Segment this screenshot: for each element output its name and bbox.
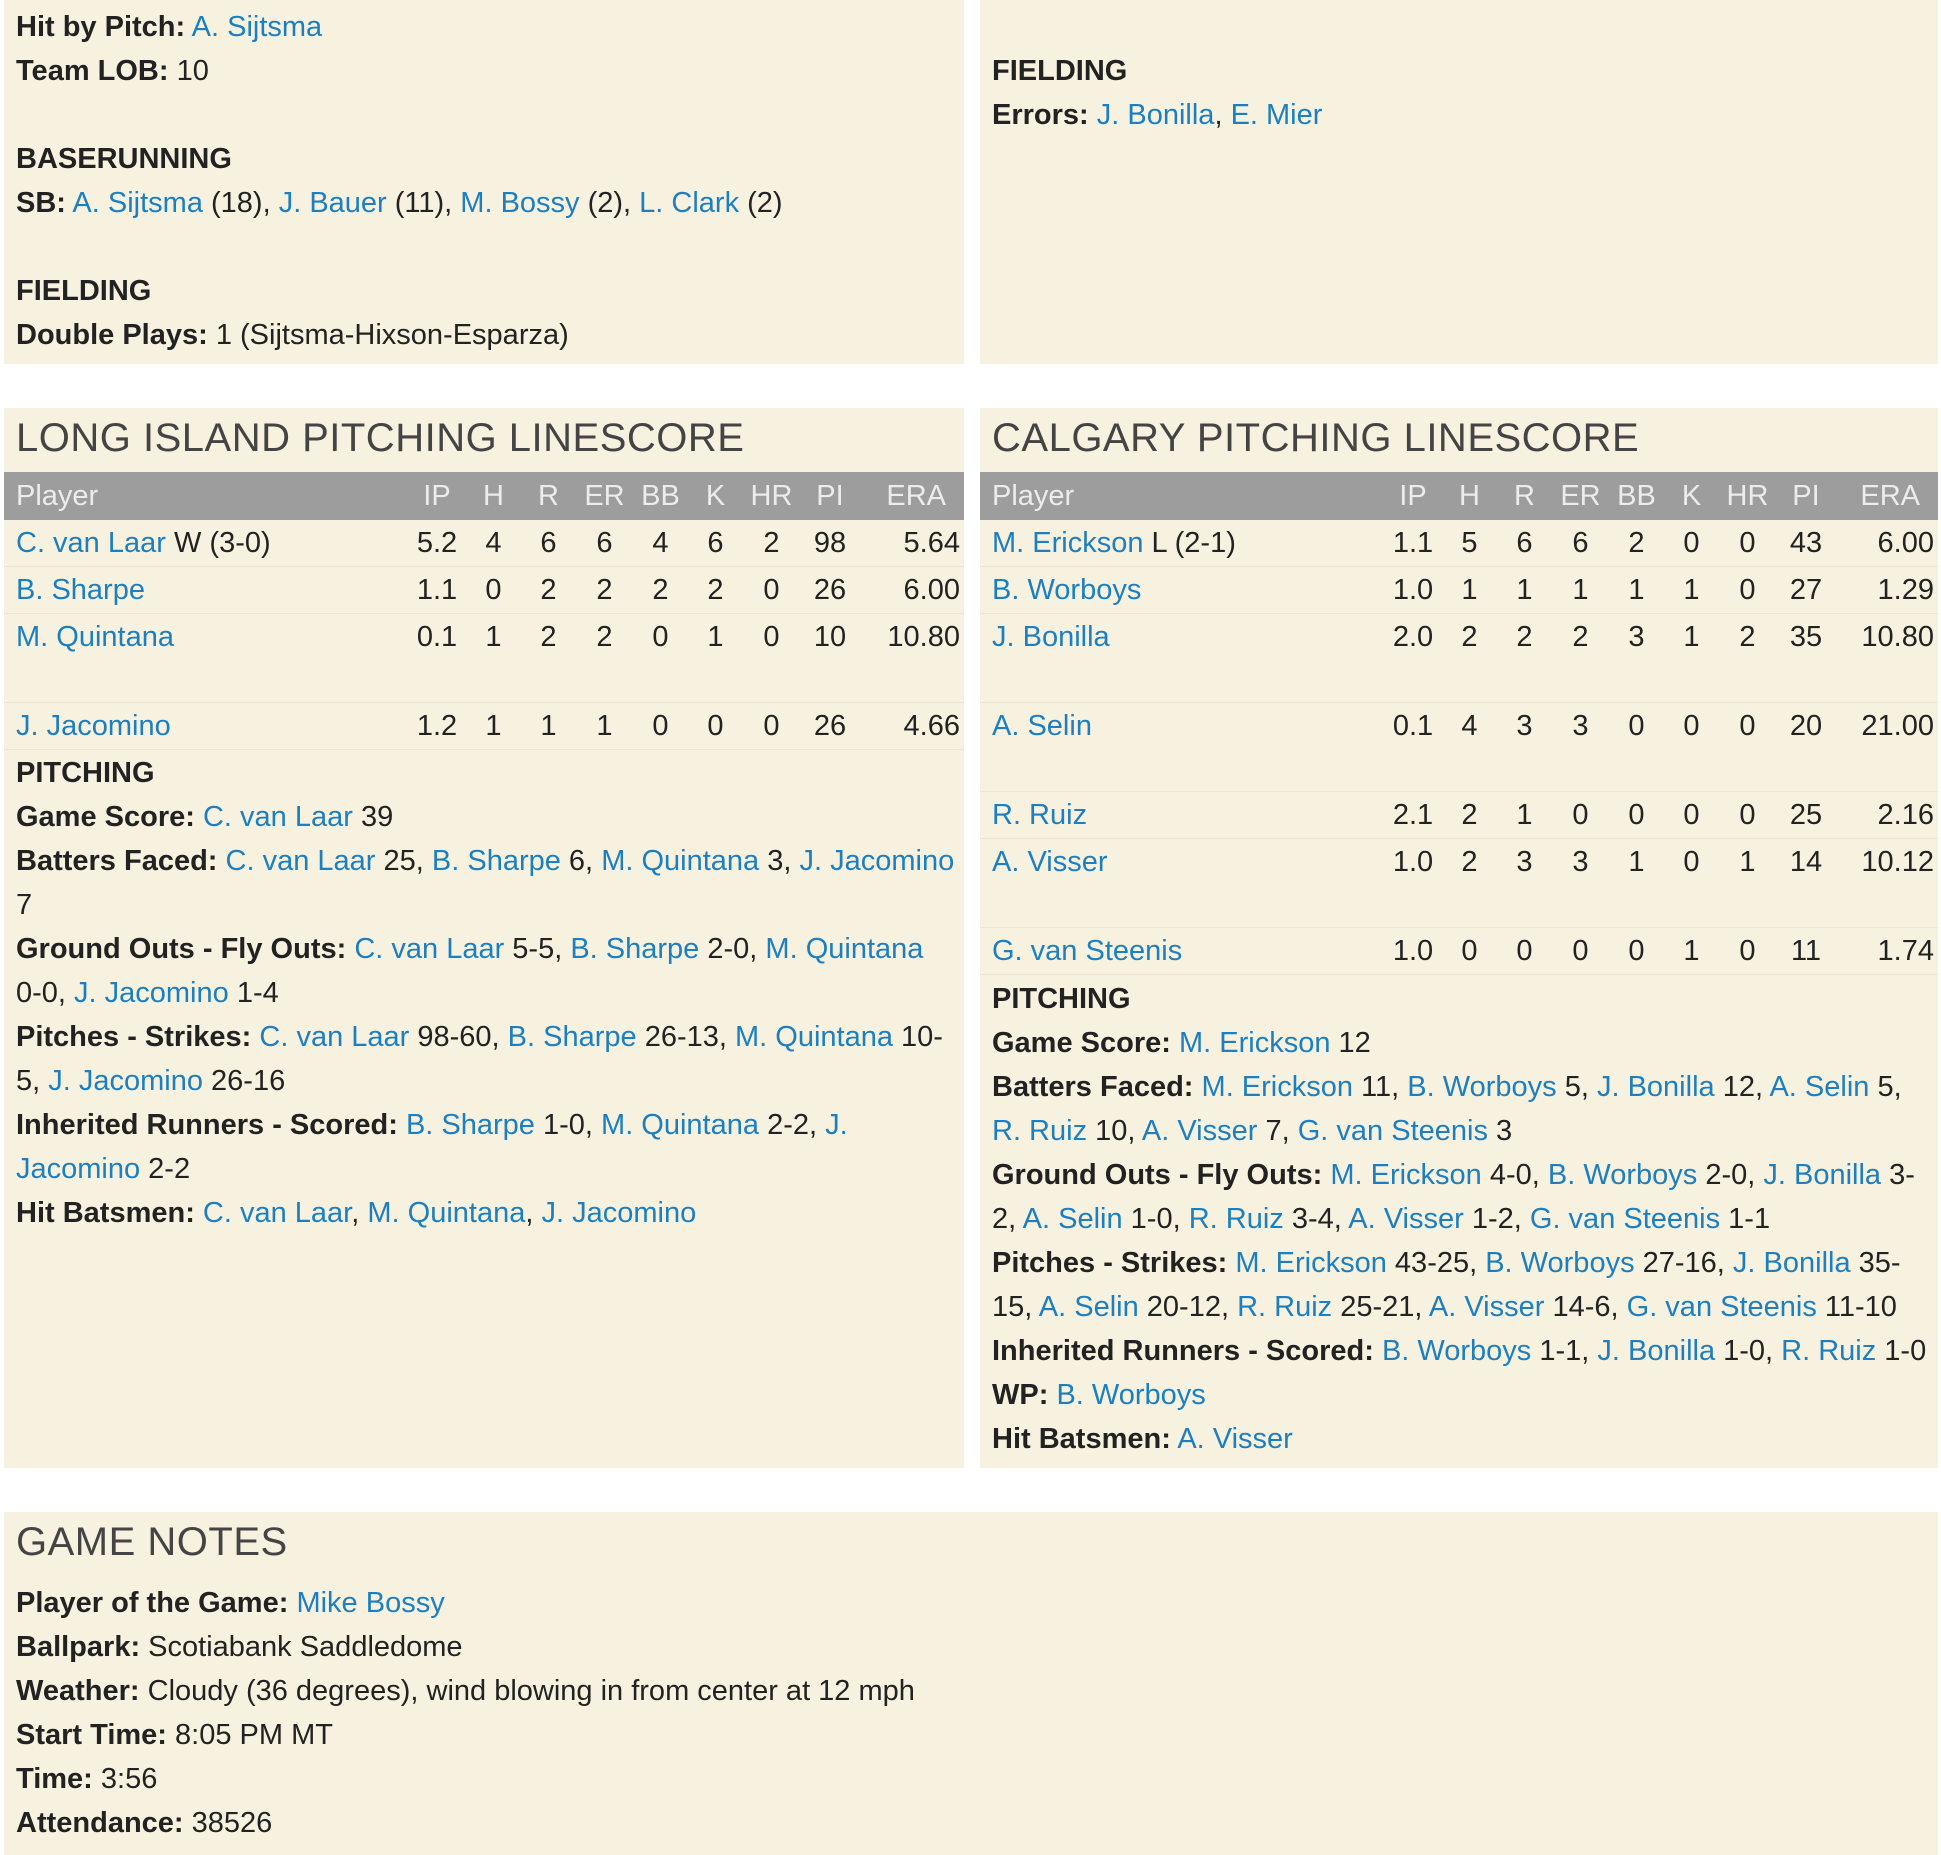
game-notes-panel [4,1512,1938,1855]
baserunning-heading: BASERUNNING [16,143,232,175]
player-link-b-sharpe[interactable]: B. Sharpe [570,933,700,965]
stat-hr: 0 [1719,928,1776,975]
stat-pi: 11 [1776,928,1836,975]
errors-list: J. Bonilla, E. Mier [1096,99,1323,131]
stat-pi: 43 [1776,520,1836,567]
column-header-era[interactable]: ERA [1860,479,1920,512]
calgary-linescore-title: CALGARY PITCHING LINESCORE [992,416,1640,460]
fielding-heading: FIELDING [992,55,1128,87]
player-link-b-worboys[interactable]: B. Worboys [1485,1247,1635,1279]
player-link-a-selin[interactable]: A. Selin [992,710,1092,742]
pitcher-cell [4,703,408,750]
stat-k: 6 [688,520,743,567]
player-link-a-selin[interactable]: A. Selin [1022,1203,1123,1235]
stat-h: 2 [1442,839,1497,928]
stat-r: 1 [1497,567,1552,614]
stat-r: 2 [521,614,576,703]
stat-pi: 20 [1776,703,1836,792]
pitcher-row [980,567,1938,614]
ground-fly-outs-line: Ground Outs - Fly Outs: M. Erickson 4-0, B. Worboys 2-0, J. Bonilla 3-2, A. Selin 1-0, R. Ruiz 3-4, A. Visser 1-2, G. van Steenis 1-1 [992,1159,1915,1235]
pitcher-row [980,614,1938,703]
column-header-player[interactable]: Player [992,479,1075,512]
stat-k: 0 [688,703,743,750]
player-link-r-ruiz[interactable]: R. Ruiz [1237,1291,1333,1323]
stat-bb: 2 [633,567,688,614]
stat-era: 1.74 [1836,928,1938,975]
wild-pitch-line: WP: B. Worboys [992,1379,1206,1411]
player-link-j-jacomino[interactable]: J. Jacomino [16,1109,848,1185]
stat-ip: 2.1 [1384,792,1442,839]
stat-h: 5 [1442,520,1497,567]
column-header-er[interactable]: ER [1560,479,1601,512]
pitcher-cell [980,928,1384,975]
start-time-line: Start Time: 8:05 PM MT [16,1719,333,1751]
stat-k: 0 [1664,703,1719,792]
player-of-game-link[interactable]: Mike Bossy [296,1587,445,1619]
player-link-r-ruiz[interactable]: R. Ruiz [992,1115,1088,1147]
lob-value: 10 [176,55,209,87]
stat-er: 1 [576,703,633,750]
pitcher-row [980,520,1938,567]
stat-ip: 1.0 [1384,567,1442,614]
stat-k: 1 [1664,567,1719,614]
batters-faced-line: Batters Faced: C. van Laar 25, B. Sharpe 6, M. Quintana 3, J. Jacomino 7 [16,845,955,921]
pitcher-cell [980,520,1384,567]
player-link-m-quintana[interactable]: M. Quintana [765,933,924,965]
player-link-j-bauer[interactable]: J. Bauer [278,187,387,219]
long-island-rows [4,520,964,750]
stat-r: 2 [1497,614,1552,703]
linescore-header-row [4,472,964,520]
stat-k: 1 [1664,928,1719,975]
hit-batsmen-line: Hit Batsmen: A. Visser [992,1423,1293,1455]
player-link-a-selin[interactable]: A. Selin [1038,1291,1139,1323]
decision-text: W (3-0) [165,527,271,559]
linescore-header-row [980,472,1938,520]
double-plays-label: Double Plays: [16,319,208,351]
player-of-game-line: Player of the Game: Mike Bossy [16,1587,445,1619]
pitcher-row [980,928,1938,975]
stat-hr: 2 [1719,614,1776,703]
stat-er: 2 [576,567,633,614]
stat-er: 2 [576,614,633,703]
player-link-a-visser[interactable]: A. Visser [1348,1203,1464,1235]
sb-list: A. Sijtsma (18), J. Bauer (11), M. Bossy (2), L. Clark (2) [72,187,783,219]
player-link-a-visser[interactable]: A. Visser [1428,1291,1545,1323]
player-link-b-sharpe[interactable]: B. Sharpe [16,574,145,606]
stat-era: 4.66 [860,703,964,750]
player-link-m-bossy[interactable]: M. Bossy [460,187,580,219]
stat-ip: 1.0 [1384,928,1442,975]
player-link-l-clark[interactable]: L. Clark [639,187,740,219]
batters-faced-line: Batters Faced: M. Erickson 11, B. Worboys 5, J. Bonilla 12, A. Selin 5, R. Ruiz 10, A. Visser 7, G. van Steenis 3 [992,1071,1902,1147]
stat-era: 1.29 [1836,567,1938,614]
player-link-g-van-steenis[interactable]: G. van Steenis [1529,1203,1721,1235]
column-header-k[interactable]: K [1681,479,1702,512]
player-link-j-bonilla[interactable]: J. Bonilla [1096,99,1215,131]
player-link-b-sharpe[interactable]: B. Sharpe [405,1109,535,1141]
player-link-m-quintana[interactable]: M. Quintana [16,621,174,653]
calgary-rows [980,520,1938,975]
pitches-strikes-line: Pitches - Strikes: M. Erickson 43-25, B. Worboys 27-16, J. Bonilla 35-15, A. Selin 20-12, R. Ruiz 25-21, A. Visser 14-6, G. van Steenis 11-10 [992,1247,1901,1323]
stat-hr: 0 [743,703,800,750]
player-link-m-erickson[interactable]: M. Erickson [992,527,1144,559]
stat-era: 5.64 [860,520,964,567]
stat-h: 4 [466,520,521,567]
player-link-c-van-laar[interactable]: C. van Laar [225,845,376,877]
pitcher-row [4,520,964,567]
pitcher-cell [980,567,1384,614]
stat-r: 6 [521,520,576,567]
attendance-line: Attendance: 38526 [16,1807,273,1839]
player-link-r-ruiz[interactable]: R. Ruiz [1188,1203,1284,1235]
double-plays-value: 1 (Sijtsma-Hixson-Esparza) [215,319,569,351]
player-link-m-quintana[interactable]: M. Quintana [601,1109,760,1141]
stat-bb: 0 [633,703,688,750]
player-link-m-quintana[interactable]: M. Quintana [734,1021,893,1053]
inherited-runners-line: Inherited Runners - Scored: B. Worboys 1-1, J. Bonilla 1-0, R. Ruiz 1-0 [992,1335,1927,1367]
stat-pi: 14 [1776,839,1836,928]
column-header-h[interactable]: H [1459,479,1480,512]
stat-r: 2 [521,567,576,614]
errors-line [980,93,1938,137]
stat-h: 2 [1442,614,1497,703]
pitcher-row [4,703,964,750]
player-link-a-visser[interactable]: A. Visser [1177,1423,1293,1455]
stat-r: 3 [1497,839,1552,928]
player-link-c-van-laar[interactable]: C. van Laar [202,1197,352,1229]
stat-hr: 2 [743,520,800,567]
stat-r: 6 [1497,520,1552,567]
stat-k: 2 [688,567,743,614]
stat-h: 0 [1442,928,1497,975]
column-header-k[interactable]: K [705,479,726,512]
column-header-ip[interactable]: IP [423,479,451,512]
player-link-m-quintana[interactable]: M. Quintana [601,845,760,877]
stat-er: 2 [1552,614,1609,703]
stat-bb: 4 [633,520,688,567]
stat-hr: 0 [1719,567,1776,614]
stat-h: 1 [466,703,521,750]
player-link-b-worboys[interactable]: B. Worboys [1056,1379,1206,1411]
stat-era: 10.80 [860,614,964,703]
player-link-j-jacomino[interactable]: J. Jacomino [48,1065,203,1097]
stat-ip: 2.0 [1384,614,1442,703]
top-left-panel [4,0,964,364]
sb-line [4,181,964,225]
stat-hr: 0 [743,614,800,703]
long-island-linescore-title: LONG ISLAND PITCHING LINESCORE [16,416,745,460]
inherited-runners-line: Inherited Runners - Scored: B. Sharpe 1-0, M. Quintana 2-2, J. Jacomino 2-2 [16,1109,848,1185]
pitcher-cell [980,792,1384,839]
stat-bb: 3 [1609,614,1664,703]
pitcher-cell [4,520,408,567]
player-link-m-erickson[interactable]: M. Erickson [1235,1247,1387,1279]
pitcher-cell [980,703,1384,792]
column-header-bb[interactable]: BB [1617,479,1656,512]
stat-ip: 5.2 [408,520,466,567]
player-link-g-van-steenis[interactable]: G. van Steenis [1297,1115,1488,1147]
long-island-linescore-table [4,472,964,750]
stat-r: 0 [1497,928,1552,975]
stat-era: 2.16 [1836,792,1938,839]
stat-bb: 1 [1609,567,1664,614]
stat-bb: 0 [1609,792,1664,839]
stat-pi: 25 [1776,792,1836,839]
player-link-a-sijtsma[interactable]: A. Sijtsma [72,187,203,219]
stat-ip: 1.1 [408,567,466,614]
calgary-pitching-panel [980,408,1938,1468]
long-island-pitching-panel [4,408,964,1468]
column-header-pi[interactable]: PI [816,479,844,512]
stat-h: 0 [466,567,521,614]
ballpark-line: Ballpark: Scotiabank Saddledome [16,1631,463,1663]
column-header-er[interactable]: ER [584,479,625,512]
column-header-hr[interactable]: HR [1726,479,1769,512]
player-link-j-bonilla[interactable]: J. Bonilla [1596,1071,1715,1103]
stat-era: 6.00 [1836,520,1938,567]
pitcher-cell [4,614,408,703]
stat-pi: 10 [800,614,860,703]
errors-label: Errors: [992,99,1089,131]
player-link-b-sharpe[interactable]: B. Sharpe [507,1021,637,1053]
pitcher-row [4,567,964,614]
stat-ip: 1.0 [1384,839,1442,928]
stat-era: 21.00 [1836,703,1938,792]
pitcher-cell [980,614,1384,703]
stat-pi: 26 [800,567,860,614]
player-link-j-jacomino[interactable]: J. Jacomino [541,1197,697,1229]
hbp-player-link[interactable]: A. Sijtsma [191,11,323,43]
stat-h: 1 [1442,567,1497,614]
pitcher-cell [980,839,1384,928]
column-header-pi[interactable]: PI [1792,479,1820,512]
stat-hr: 0 [1719,520,1776,567]
stat-era: 6.00 [860,567,964,614]
player-link-m-erickson[interactable]: M. Erickson [1201,1071,1354,1103]
player-link-b-worboys[interactable]: B. Worboys [1381,1335,1532,1367]
stat-er: 6 [1552,520,1609,567]
hbp-line [4,5,964,49]
player-link-a-selin[interactable]: A. Selin [1769,1071,1870,1103]
stat-k: 0 [1664,792,1719,839]
stat-er: 0 [1552,792,1609,839]
player-link-m-quintana[interactable]: M. Quintana [367,1197,526,1229]
stat-ip: 1.2 [408,703,466,750]
game-notes-title: GAME NOTES [16,1520,288,1564]
pitching-heading: PITCHING [16,757,155,789]
player-link-j-jacomino[interactable]: J. Jacomino [74,977,229,1009]
player-link-m-erickson[interactable]: M. Erickson [1178,1027,1331,1059]
column-header-bb[interactable]: BB [641,479,680,512]
stat-pi: 35 [1776,614,1836,703]
stat-r: 1 [521,703,576,750]
calgary-linescore-table [980,472,1938,975]
column-header-hr[interactable]: HR [750,479,793,512]
pitcher-cell [4,567,408,614]
decision-text: L (2-1) [1143,527,1236,559]
stat-bb: 0 [1609,703,1664,792]
column-header-era[interactable]: ERA [886,479,946,512]
player-link-c-van-laar[interactable]: C. van Laar [202,801,353,833]
stat-r: 1 [1497,792,1552,839]
player-link-a-visser[interactable]: A. Visser [992,846,1108,878]
stat-k: 1 [1664,614,1719,703]
hbp-label: Hit by Pitch: [16,11,186,43]
stat-bb: 0 [1609,928,1664,975]
player-link-a-visser[interactable]: A. Visser [1141,1115,1258,1147]
player-link-g-van-steenis[interactable]: G. van Steenis [1626,1291,1817,1323]
pitching-heading: PITCHING [992,983,1131,1015]
stat-er: 0 [1552,928,1609,975]
stat-bb: 1 [1609,839,1664,928]
stat-ip: 0.1 [408,614,466,703]
column-header-r[interactable]: R [1514,479,1535,512]
double-plays-line [4,313,964,357]
stat-h: 2 [1442,792,1497,839]
player-link-e-mier[interactable]: E. Mier [1230,99,1323,131]
player-link-j-bonilla[interactable]: J. Bonilla [1763,1159,1882,1191]
game-score-line: Game Score: M. Erickson 12 [992,1027,1371,1059]
player-link-m-erickson[interactable]: M. Erickson [1330,1159,1482,1191]
player-link-b-sharpe[interactable]: B. Sharpe [431,845,561,877]
stat-k: 1 [688,614,743,703]
weather-line: Weather: Cloudy (36 degrees), wind blowing in from center at 12 mph [16,1675,915,1707]
sb-label: SB: [16,187,66,219]
player-link-b-worboys[interactable]: B. Worboys [1407,1071,1557,1103]
stat-er: 3 [1552,703,1609,792]
pitcher-row [980,839,1938,928]
game-score-line: Game Score: C. van Laar 39 [16,801,394,833]
lob-line [4,49,964,93]
column-header-h[interactable]: H [483,479,504,512]
stat-era: 10.12 [1836,839,1938,928]
stat-er: 1 [1552,567,1609,614]
pitcher-row [980,792,1938,839]
stat-r: 3 [1497,703,1552,792]
column-header-ip[interactable]: IP [1399,479,1427,512]
game-time-line: Time: 3:56 [16,1763,158,1795]
stat-pi: 27 [1776,567,1836,614]
player-link-g-van-steenis[interactable]: G. van Steenis [992,935,1183,967]
lob-label: Team LOB: [16,55,169,87]
stat-ip: 0.1 [1384,703,1442,792]
stat-pi: 26 [800,703,860,750]
hit-batsmen-line: Hit Batsmen: C. van Laar, M. Quintana, J. Jacomino [16,1197,697,1229]
player-link-b-worboys[interactable]: B. Worboys [1547,1159,1698,1191]
stat-ip: 1.1 [1384,520,1442,567]
stat-pi: 98 [800,520,860,567]
player-link-c-van-laar[interactable]: C. van Laar [354,933,505,965]
stat-k: 0 [1664,520,1719,567]
player-link-b-worboys[interactable]: B. Worboys [992,574,1142,606]
column-header-r[interactable]: R [538,479,559,512]
stat-hr: 1 [1719,839,1776,928]
stat-era: 10.80 [1836,614,1938,703]
player-link-j-jacomino[interactable]: J. Jacomino [799,845,955,877]
stat-h: 4 [1442,703,1497,792]
player-link-j-bonilla[interactable]: J. Bonilla [1597,1335,1716,1367]
column-header-player[interactable]: Player [16,479,99,512]
player-link-j-bonilla[interactable]: J. Bonilla [1732,1247,1851,1279]
player-link-c-van-laar[interactable]: C. van Laar [16,527,166,559]
player-link-j-jacomino[interactable]: J. Jacomino [16,710,171,742]
stat-bb: 0 [633,614,688,703]
stat-er: 3 [1552,839,1609,928]
player-link-c-van-laar[interactable]: C. van Laar [259,1021,410,1053]
stat-bb: 2 [1609,520,1664,567]
pitcher-row [980,703,1938,792]
pitches-strikes-line: Pitches - Strikes: C. van Laar 98-60, B. Sharpe 26-13, M. Quintana 10-5, J. Jacomino 26-16 [16,1021,943,1097]
player-link-r-ruiz[interactable]: R. Ruiz [1781,1335,1877,1367]
stat-k: 0 [1664,839,1719,928]
stat-h: 1 [466,614,521,703]
player-link-r-ruiz[interactable]: R. Ruiz [992,799,1088,831]
pitcher-row [4,614,964,703]
top-right-panel [980,0,1938,364]
stat-er: 6 [576,520,633,567]
player-link-j-bonilla[interactable]: J. Bonilla [992,621,1110,653]
stat-hr: 0 [1719,703,1776,792]
fielding-heading: FIELDING [16,275,152,307]
stat-hr: 0 [743,567,800,614]
stat-hr: 0 [1719,792,1776,839]
ground-fly-outs-line: Ground Outs - Fly Outs: C. van Laar 5-5, B. Sharpe 2-0, M. Quintana 0-0, J. Jacomino 1-4 [16,933,924,1009]
